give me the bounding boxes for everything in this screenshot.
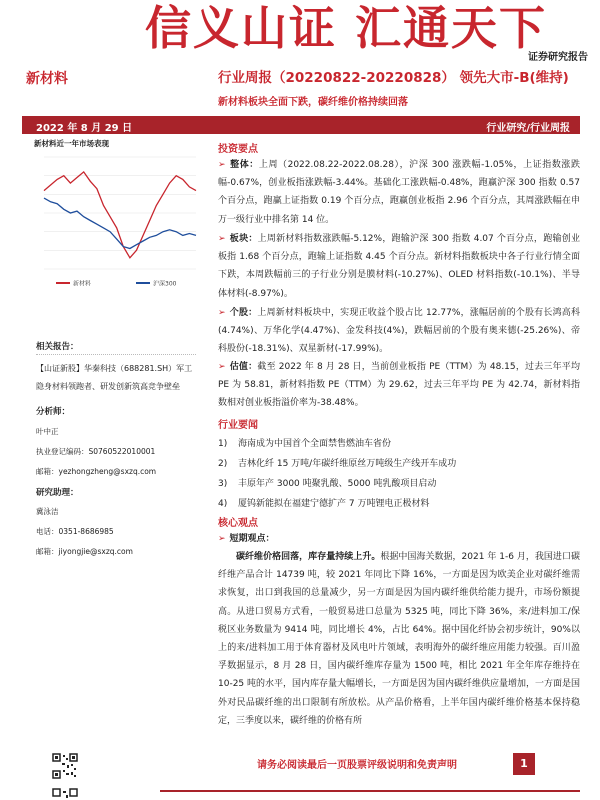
market-chart: [36, 151, 204, 291]
point-sector: [218, 230, 580, 303]
point-key: 板块：: [229, 234, 258, 244]
legend-label: 沪深300: [153, 280, 177, 288]
triangle-bullet-icon: ➢: [218, 534, 226, 544]
news-item: 2) 吉林化纤 15 万吨/年碳纤维原丝万吨级生产线开车成功: [218, 459, 457, 469]
analyst-cert: 执业登记编码：S0760522010001: [36, 447, 156, 456]
assistant-name: 冀泳洁: [36, 507, 59, 516]
assistant-heading: 研究助理：: [36, 488, 79, 498]
report-type: 证券研究报告: [528, 52, 588, 63]
chart-series-line-csi300: [44, 198, 196, 248]
point-key: 整体：: [229, 160, 259, 170]
point-text: 截至 2022 年 8 月 28 日，当前创业板指 PE（TTM）为 48.15，过去三年平均 PE 为 58.81，新材料指数 PE（TTM）为 29.62，过去三年平均 PE 为 42.74，新材料指数相对创业板指溢价率为-38.48%。: [218, 362, 580, 409]
section-industry-news: 行业要闻: [218, 420, 258, 431]
point-key: 估值：: [229, 362, 258, 372]
date-bar: [22, 116, 580, 134]
point-overall: [218, 156, 580, 229]
point-text: 上周新材料板块中，实现正收益个股占比 12.77%，涨幅居前的个股有长鸿高科(4.74%)、万华化学(4.47%)、金发科技(4%)，跌幅居前的个股有奥来德(-25.26%)、帝科股份(-18.31%)、双星新材(-17.99%)。: [218, 308, 580, 355]
report-category: 行业研究/行业周报: [486, 123, 570, 134]
footer-rule: [160, 790, 580, 792]
point-stocks: [218, 304, 580, 359]
assistant-email[interactable]: 邮箱：jiyongjie@sxzq.com: [36, 547, 133, 556]
fine-rule: [36, 354, 196, 355]
related-heading: 相关报告：: [36, 342, 79, 352]
point-text: 上周新材料指数涨跌幅-5.12%，跑输沪深 300 指数 4.07 个百分点，跑输创业板指 1.68 个百分点，跑输上证指数 4.45 个百分点。新材料指数板块中各子行业行情全面下跌，本周跌幅前三的子行业分别是膜材料(-10.27%)、OLED 材料指数(-10.1%)、半导体材料(-8.97%)。: [218, 234, 580, 299]
report-date: 2022 年 8 月 29 日: [36, 123, 133, 134]
page-number: 1: [513, 753, 535, 775]
section-core-views: 核心观点: [218, 518, 258, 529]
news-item: 1) 海南成为中国首个全面禁售燃油车省份: [218, 439, 392, 449]
news-item: 4) 厦钨新能拟在福建宁德扩产 7 万吨锂电正极材料: [218, 499, 430, 509]
section-invest-points: 投资要点: [218, 144, 258, 155]
point-key: 个股：: [229, 308, 258, 318]
triangle-bullet-icon: ➢: [218, 308, 226, 318]
triangle-bullet-icon: ➢: [218, 234, 226, 244]
qr-code-icon: [52, 788, 78, 800]
triangle-bullet-icon: ➢: [218, 160, 226, 170]
report-subtitle: 新材料板块全面下跌，碳纤维价格持续回落: [218, 97, 408, 108]
news-item: 3) 丰原年产 3000 吨聚乳酸、5000 吨乳酸项目启动: [218, 479, 437, 489]
short-term-heading: ➢ 短期观点：: [218, 534, 275, 544]
chart-title: 新材料近一年市场表现: [34, 139, 109, 148]
sidebar: [22, 138, 200, 291]
core-lead: 碳纤维价格回落，库存量持续上升。: [236, 552, 381, 562]
footer-disclaimer[interactable]: 请务必阅读最后一页股票评级说明和免责声明: [257, 760, 457, 771]
brand-watermark: 信义山证 汇通天下: [145, 1, 548, 55]
market-chart-svg: [36, 151, 204, 291]
sector-label: 新材料: [26, 71, 68, 87]
point-valuation: [218, 358, 580, 413]
triangle-bullet-icon: ➢: [218, 362, 226, 372]
core-text: 根据中国海关数据，2021 年 1-6 月，我国进口碳纤维产品合计 14739 吨，较 2021 年同比下降 16%，一方面是因为欧美企业对碳纤维需求恢复，出口到我国的总量减少，另一方面是因为国内碳纤维供给能力提升，市场份额提高。从进口贸易方式看，一般贸易进口总量为 5325 吨，同比下降 36%，来/进料加工/保税区业务数量为 9414 吨，同比增长 4%，占比 64%。据中国化纤协会初步统计，90%以上的来/进料加工用于体育器材及风电叶片领域，表明海外的碳纤维应用能力较强。百川盈孚数据显示，8 月 28 日，国内碳纤维库存量为 1500 吨，相比 2021 年全年库存维持在 10-25 吨的水平，国内库存量大幅增长，一方面是因为国内碳纤维供应量增加，一方面是国外对民品碳纤维的出口限制有所放松。从产品价格看，上半年国内碳纤维价格基本保持稳定，三季度以来，碳纤维的价格有所: [218, 552, 581, 726]
report-title: 行业周报（20220822-20220828） 领先大市-B(维持): [218, 70, 569, 86]
assistant-phone: 电话：0351-8686985: [36, 527, 114, 536]
analyst-email[interactable]: 邮箱：yezhongzheng@sxzq.com: [36, 467, 157, 476]
core-paragraph: [218, 548, 580, 730]
legend-label: 新材料: [73, 280, 92, 288]
related-report[interactable]: 【山证新股】华秦科技（688281.SH）军工隐身材料领跑者、研发创新筑高竞争壁垒: [36, 364, 193, 391]
analyst-heading: 分析师：: [36, 407, 71, 417]
point-text: 上周（2022.08.22-2022.08.28），沪深 300 涨跌幅-1.05%，上证指数涨跌幅-0.67%，创业板指涨跌幅-3.44%。基础化工涨跌幅-0.48%，跑赢沪深 300 指数 0.57 个百分点，跑赢上证指数 0.19 个百分点，跑赢创业板指 2.96 个百分点，其周涨跌幅在申万一级行业中排名第 14 位。: [218, 160, 580, 225]
analyst-name: 叶中正: [36, 427, 59, 436]
chart-series-line-new-materials: [44, 172, 196, 258]
qr-code-icon: [52, 753, 78, 779]
